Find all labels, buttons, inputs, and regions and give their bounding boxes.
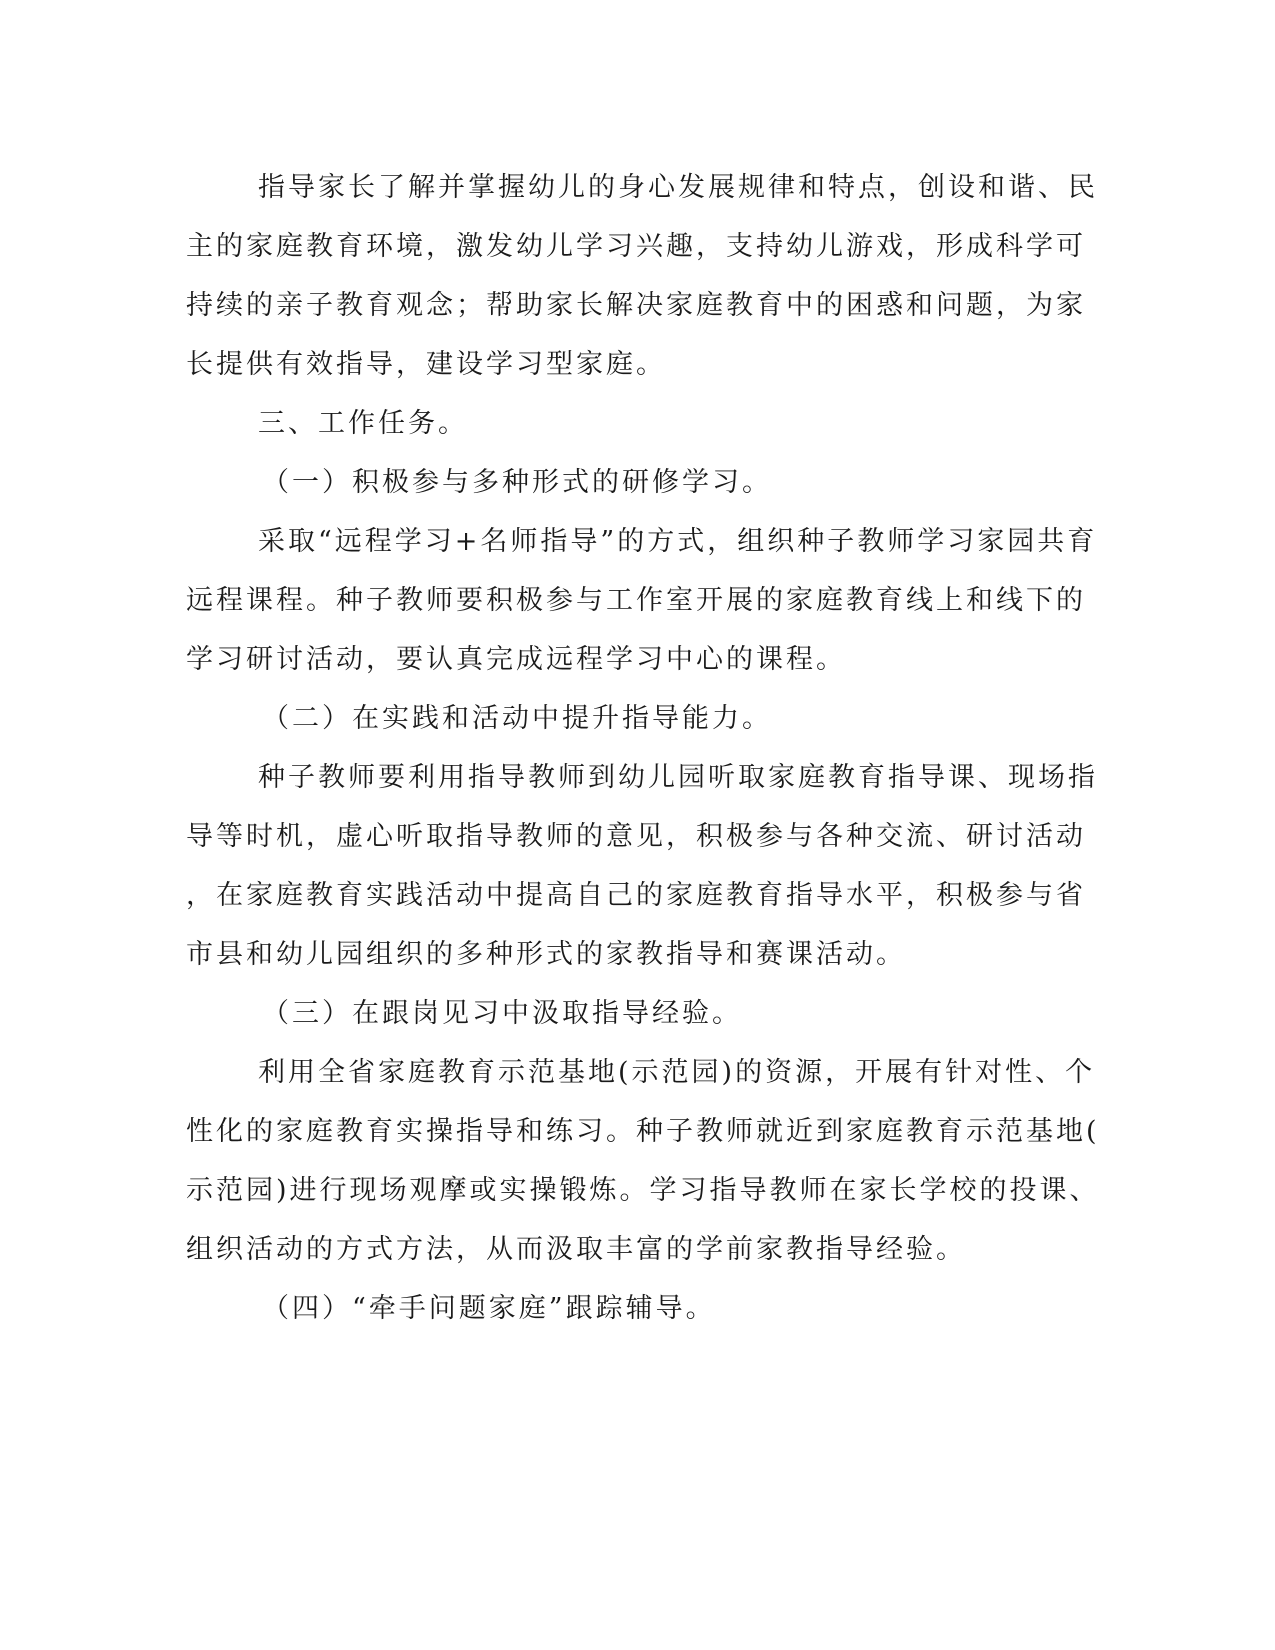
paragraph-line: 利用全省家庭教育示范基地(示范园)的资源，开展有针对性、个 [258,1057,1096,1088]
paragraph-line: ，在家庭教育实践活动中提高自己的家庭教育指导水平，积极参与省 [186,880,1086,911]
paragraph-line: 种子教师要利用指导教师到幼儿园听取家庭教育指导课、现场指 [258,762,1098,793]
paragraph-line: 主的家庭教育环境，激发幼儿学习兴趣，支持幼儿游戏，形成科学可 [186,231,1086,262]
paragraph-line: 导等时机，虚心听取指导教师的意见，积极参与各种交流、研讨活动 [186,821,1086,852]
paragraph-line: 性化的家庭教育实操指导和练习。种子教师就近到家庭教育示范基地( [186,1116,1100,1147]
section-heading: 三、工作任务。 [258,408,468,439]
paragraph-line: 组织活动的方式方法，从而汲取丰富的学前家教指导经验。 [186,1234,966,1265]
document-body [186,158,1100,1338]
paragraph-line: 持续的亲子教育观念；帮助家长解决家庭教育中的困惑和问题，为家 [186,290,1086,321]
subsection-heading: （三）在跟岗见习中汲取指导经验。 [262,998,742,1029]
subsection-heading: （二）在实践和活动中提升指导能力。 [262,703,772,734]
subsection-heading: （四）“牵手问题家庭”跟踪辅导。 [262,1293,716,1324]
paragraph-line: 指导家长了解并掌握幼儿的身心发展规律和特点，创设和谐、民 [258,172,1098,203]
paragraph-line: 市县和幼儿园组织的多种形式的家教指导和赛课活动。 [186,939,906,970]
paragraph-line: 远程课程。种子教师要积极参与工作室开展的家庭教育线上和线下的 [186,585,1086,616]
subsection-heading: （一）积极参与多种形式的研修学习。 [262,467,772,498]
paragraph-line: 学习研讨活动，要认真完成远程学习中心的课程。 [186,644,846,675]
paragraph-line: 长提供有效指导，建设学习型家庭。 [186,349,666,380]
paragraph-line: 采取“远程学习+名师指导”的方式，组织种子教师学习家园共育 [258,526,1098,557]
paragraph-line: 示范园)进行现场观摩或实操锻炼。学习指导教师在家长学校的投课、 [186,1175,1100,1206]
